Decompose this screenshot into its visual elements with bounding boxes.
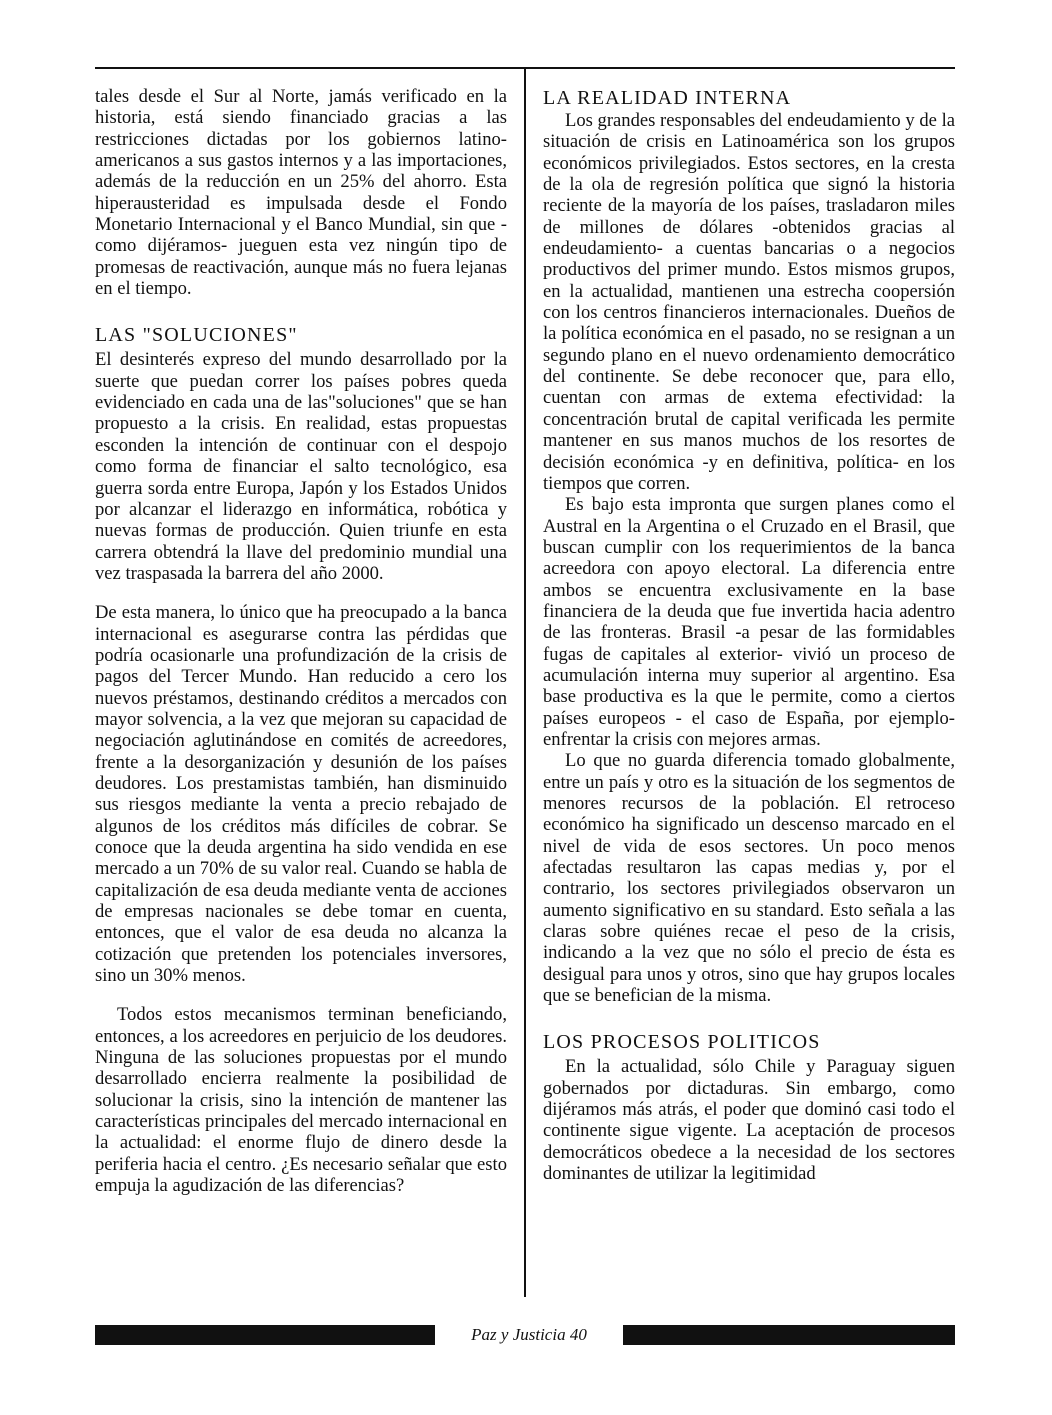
right-paragraph-1: Los grandes responsables del endeudamiento y de la situación de crisis en Latinoamérica son los grupos económicos privilegiados. Estos sectores, en la cresta de la ola de regresión política que signó la historia reciente de la mayoría de los países, trasladaron miles de millones de dólares -obtenidos gracias al endeudamiento- a cuentas bancarias o a negocios productivos del primer mundo. Estos mismos grupos, en la actualidad, mantienen una estrecha coopersión con los centros financieros internacionales. Dueños de la política económica en el pasado, no se resignan a un segundo plano en el nuevo ordenamiento democrático del continente. Se debe reconocer que, para ello, cuentan con armas de extema efectividad: la concentración brutal de capital verificada les permite mantener en sus manos muchos de los resortes de decisión económica -y en definitiva, política- en los tiempos que corren.: [543, 110, 955, 494]
right-paragraph-4: En la actualidad, sólo Chile y Paraguay siguen gobernados por dictaduras. Sin embargo, como dijéramos más atrás, el poder que dominó casi todo el continente sigue vigente. La aceptación de procesos democráticos obedece a la necesidad de los sectores dominantes de utilizar la legitimidad: [543, 1056, 955, 1185]
section-heading-soluciones: LAS "SOLUCIONES": [95, 324, 298, 347]
section-heading-realidad-interna: LA REALIDAD INTERNA: [543, 87, 792, 109]
left-column: [95, 86, 507, 1197]
left-paragraph-4: Todos estos mecanismos terminan beneficiando, entonces, a los acreedores en perjuicio de los deudores. Ninguna de las soluciones propuestas por el mundo desarrollado encierra realmente la posibilidad de solucionar la crisis, sino la intención de mantener las características principales del mercado internacional en la actualidad: el enorme flujo de dinero desde la periferia hacia el centro. ¿Es necesario señalar que esto empuja la agudización de las diferencias?: [95, 1004, 507, 1197]
page-footer: [95, 1323, 955, 1347]
left-paragraph-1: tales desde el Sur al Norte, jamás verificado en la historia, está siendo financiado gracias a las restricciones dictadas por los gobiernos latinoamericanos a sus gastos internos y a las importaciones, además de la reducción en un 25% del ahorro. Esta hiperausteridad es impulsada desde el Fondo Monetario Internacional y el Banco Mundial, sin que -como dijéramos- jueguen esta vez ningún tipo de promesas de reactivación, aunque más no fuera lejanas en el tiempo.: [95, 86, 507, 300]
right-column: [543, 86, 955, 1185]
right-paragraph-3: Lo que no guarda diferencia tomado globalmente, entre un país y otro es la situación de los segmentos de menores recursos de la población. El retroceso económico ha significado un descenso marcado en el nivel de vida de esos sectores. Un poco menos afectadas resultaron las capas medias y, por el contrario, los sectores privilegiados observaron un aumento significativo en su standard. Esto señala a las claras sobre quiénes recae el peso de la crisis, indicando a la vez que no sólo el precio de ésta es desigual para unos y otros, sino que hay grupos locales que se benefician de la misma.: [543, 750, 955, 1007]
footer-page-label: Paz y Justicia 40: [471, 1325, 587, 1344]
left-paragraph-2: El desinterés expreso del mundo desarrollado por la suerte que puedan correr los países pobres queda evidenciado en cada una de las"soluciones" que se han propuesto a la crisis. En realidad, estas propuestas esconden la intención de continuar con el despojo como forma de financiar el salto tecnológico, esa guerra sorda entre Europa, Japón y los Estados Unidos por alcanzar el liderazgo en informática, robótica y nuevas formas de producción. Quien triunfe en esta carrera obtendrá la llave del predominio mundial una vez traspasada la barrera del año 2000.: [95, 349, 507, 584]
right-paragraph-2: Es bajo esta impronta que surgen planes como el Austral en la Argentina o el Cruzado en el Brasil, que buscan cumplir con los requerimientos de la banca acreedora con apoyo electoral. La diferencia entre ambos se encuentra exclusivamente en la base financiera de la deuda que fue invertida hacia adentro de las fronteras. Brasil -a pesar de las formidables fugas de capitales al exterior- vivió un proceso de acumulación interna muy superior al argentino. Esa base productiva es la que le permite, como a ciertos países europeos - el caso de España, por ejemplo- enfrentar la crisis con mejores armas.: [543, 494, 955, 750]
footer-bar-left: [95, 1325, 435, 1345]
left-paragraph-3: De esta manera, lo único que ha preocupado a la banca internacional es asegurarse contra las pérdidas que podría ocasionarle una profundización de la crisis de pagos del Tercer Mundo. Han reducido a cero los nuevos préstamos, destinando créditos a mercados con mayor solvencia, a la vez que mejoran su capacidad de negociación aglutinándose en comités de acreedores, frente a la desorganización y desunión de los países deudores. Los prestamistas también, han disminuido sus riesgos mediante la venta a precio rebajado de algunos de los créditos más difíciles de cobrar. Se conoce que la deuda argentina ha sido vendida en ese mercado a un 70% de su valor real. Cuando se habla de capitalización de esa deuda mediante venta de acciones de empresas nacionales se debe tomar en cuenta, entonces, que el valor de esa deuda no alcanza la cotización que pretenden los potenciales inversores, sino un 30% menos.: [95, 602, 508, 987]
footer-bar-right: [623, 1325, 955, 1345]
section-heading-procesos-politicos: LOS PROCESOS POLITICOS: [543, 1031, 821, 1054]
column-divider: [524, 67, 526, 1297]
